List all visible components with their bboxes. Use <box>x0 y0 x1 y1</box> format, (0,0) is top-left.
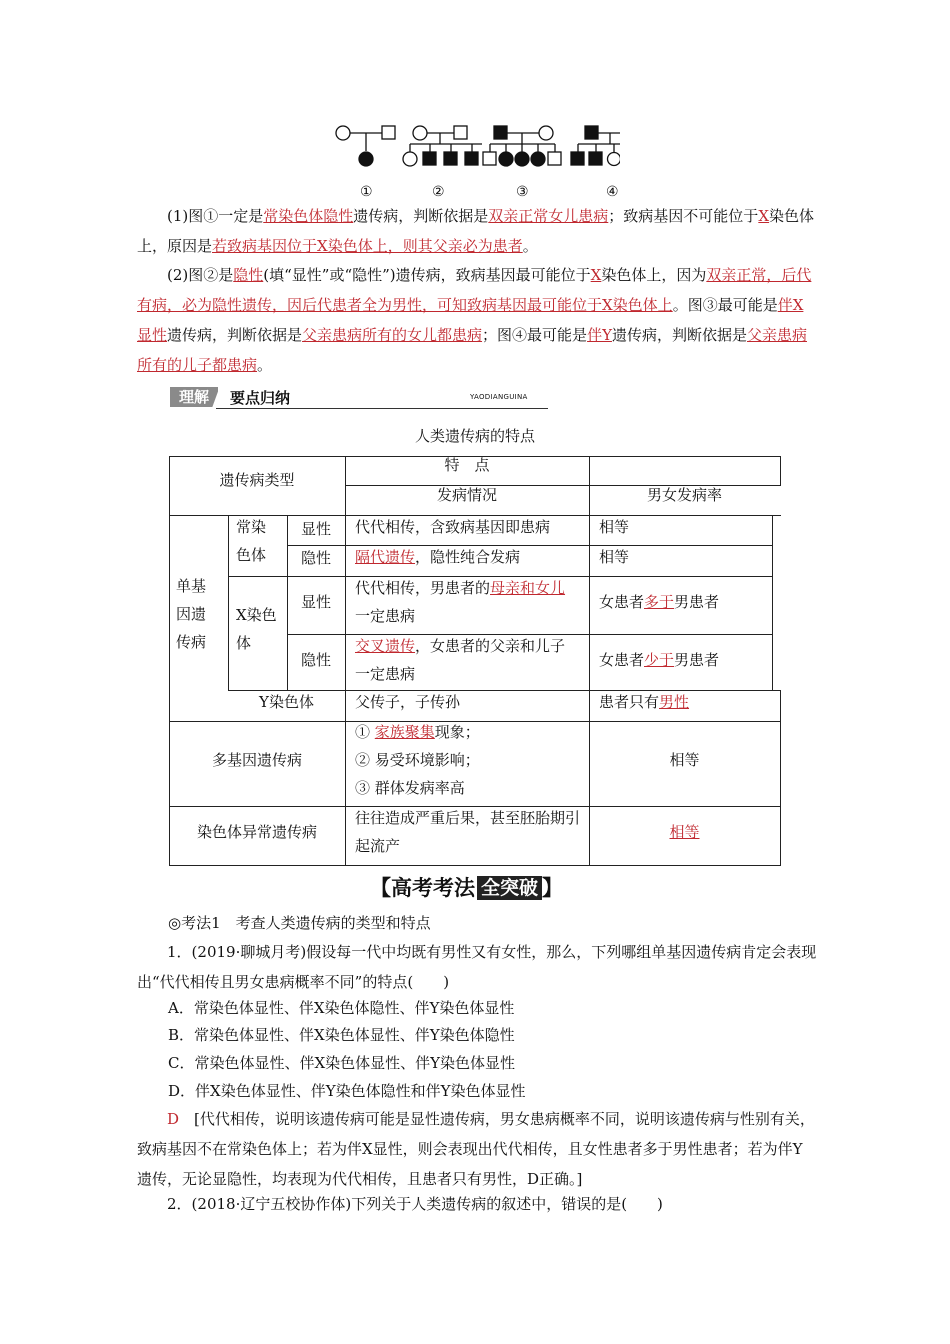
row1-onset: 代代相传，含致病基因即患病 <box>355 518 551 536</box>
question-2-stem: 2．(2018·辽宁五校协作体)下列关于人类遗传病的叙述中，错误的是( ) <box>167 1195 663 1213</box>
exam-methods-banner: 【高考考法 全突破 】 <box>370 876 564 900</box>
row3-onset: 代代相传，男患者的母亲和女儿一定患病 <box>355 579 566 625</box>
multigene-ratio: 相等 <box>669 751 700 769</box>
pedigree-label-1: ① <box>360 184 373 200</box>
header-type: 遗传病类型 <box>219 471 295 489</box>
row2-onset: 隔代遗传，隐性纯合发病 <box>355 548 521 566</box>
multigene-item-3: ③ 群体发病率高 <box>355 779 465 797</box>
label-recessive-1: 隐性 <box>300 549 331 567</box>
pedigree-label-3: ③ <box>516 184 529 200</box>
multigene-item-1: ① 家族聚集现象； <box>355 723 480 741</box>
label-chromosomal: 染色体异常遗传病 <box>196 823 317 841</box>
question-1-option-d: D．伴X染色体显性、伴Y染色体隐性和伴Y染色体显性 <box>168 1082 526 1100</box>
row5-ratio: 患者只有男性 <box>599 693 690 711</box>
chromosomal-onset: 往往造成严重后果，甚至胚胎期引起流产 <box>355 809 581 855</box>
row2-ratio: 相等 <box>599 548 630 566</box>
pedigree-4 <box>571 126 620 166</box>
question-1-option-a: A．常染色体显性、伴X染色体隐性、伴Y染色体显性 <box>168 999 515 1017</box>
label-recessive-2: 隐性 <box>300 651 331 669</box>
chromosomal-ratio: 相等 <box>669 823 700 841</box>
pedigree-diagrams <box>330 122 620 180</box>
question-1-explanation: D [代代相传，说明该遗传病可能是显性遗传病，男女患病概率不同，说明该遗传病与性别有关，致病基因不在常染色体上；若为伴X显性，则会表现出代代相传，且女性患者多于男性患者；若为伴Y遗传，无论显隐性，均表现为代代相传，且患者只有男性，D正确。] <box>137 1110 815 1188</box>
question-1-stem: 1．(2019·聊城月考)假设每一代中均既有男性又有女性，那么，下列哪组单基因遗传病肯定会表现出“代代相传且男女患病概率不同”的特点( ) <box>137 943 817 991</box>
pedigree-3 <box>483 126 561 166</box>
label-dominant-1: 显性 <box>300 520 331 538</box>
question-1-answer: D <box>167 1110 180 1128</box>
question-1-option-b: B．常染色体显性、伴X染色体显性、伴Y染色体隐性 <box>168 1026 515 1044</box>
multigene-item-2: ② 易受环境影响； <box>355 751 480 769</box>
method-1-title: ◎考法1 考查人类遗传病的类型和特点 <box>168 914 431 932</box>
pedigree-2 <box>403 126 482 166</box>
section-title: 要点归纳 <box>230 389 291 407</box>
pedigree-label-2: ② <box>432 184 445 200</box>
header-onset: 发病情况 <box>436 486 497 504</box>
section-header <box>170 387 548 409</box>
section-pinyin: YAODIANGUINA <box>470 393 528 401</box>
label-multigene: 多基因遗传病 <box>211 751 302 769</box>
pedigree-1 <box>336 126 395 166</box>
label-autosomal: 常染色体 <box>236 518 267 564</box>
row1-ratio: 相等 <box>599 518 630 536</box>
row4-ratio: 女患者少于男患者 <box>599 651 720 669</box>
header-feature: 特 点 <box>444 456 490 474</box>
row5-onset: 父传子，子传孙 <box>355 693 461 711</box>
pedigree-label-4: ④ <box>606 184 619 200</box>
row3-ratio: 女患者多于男患者 <box>599 593 720 611</box>
row4-onset: 交叉遗传，女患者的父亲和儿子一定患病 <box>355 637 566 683</box>
header-ratio: 男女发病率 <box>646 486 722 504</box>
label-y-chromosome: Y染色体 <box>259 693 314 711</box>
section-tag: 理解 <box>170 387 218 407</box>
question-1-option-c: C．常染色体显性、伴X染色体显性、伴Y染色体显性 <box>168 1054 516 1072</box>
label-dominant-2: 显性 <box>300 593 331 611</box>
table-title: 人类遗传病的特点 <box>414 427 535 445</box>
paragraph-2: (2)图②是隐性(填“显性”或“隐性”)遗传病，致病基因最可能位于X染色体上，因为双亲正常，后代有病，必为隐性遗传，因后代患者全为男性，可知致病基因最可能位于X染色体上。图③最可能是伴X显性遗传病，判断依据是父亲患病所有的女儿都患病；图④最可能是伴Y遗传病，判断依据是父亲患病所有的儿子都患病。 <box>137 266 812 374</box>
label-single-gene: 单基因遗传病 <box>176 577 207 651</box>
paragraph-1: (1)图①一定是常染色体隐性遗传病，判断依据是双亲正常女儿患病；致病基因不可能位于X染色体上，原因是若致病基因位于X染色体上，则其父亲必为患者。 <box>137 207 815 255</box>
label-x-chromosome: X染色体 <box>236 606 277 652</box>
